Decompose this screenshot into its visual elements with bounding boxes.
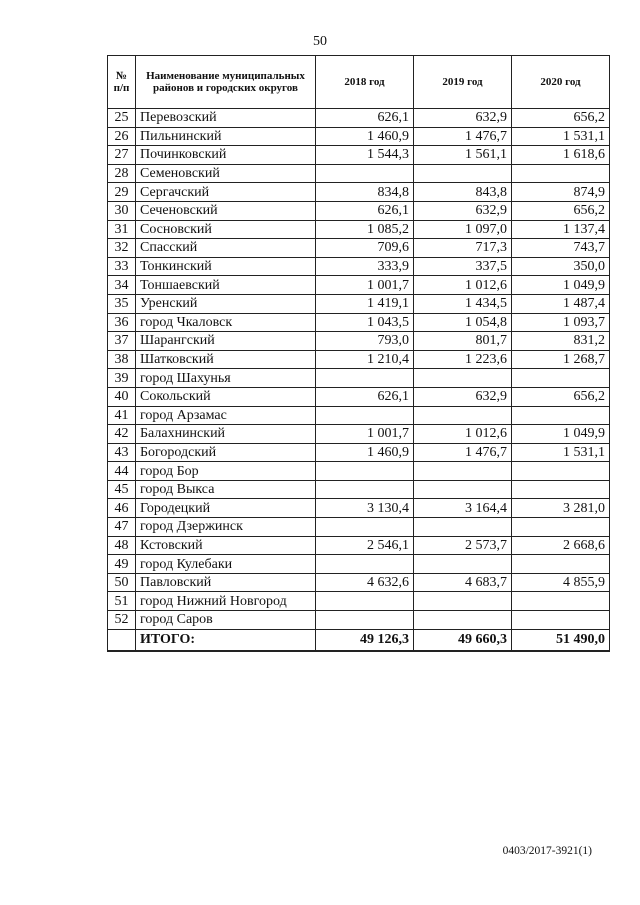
row-value-2018: 1 544,3 xyxy=(316,146,414,165)
row-number: 44 xyxy=(108,462,136,481)
row-value-2019 xyxy=(414,462,512,481)
row-value-2019: 1 434,5 xyxy=(414,294,512,313)
row-value-2020 xyxy=(512,462,610,481)
row-value-2020 xyxy=(512,592,610,611)
row-value-2019: 1 476,7 xyxy=(414,443,512,462)
row-number: 38 xyxy=(108,350,136,369)
row-name: Спасский xyxy=(136,239,316,258)
row-name: город Саров xyxy=(136,611,316,630)
row-value-2018 xyxy=(316,406,414,425)
row-value-2019: 2 573,7 xyxy=(414,536,512,555)
table-row xyxy=(108,201,610,220)
table-row xyxy=(108,183,610,202)
table-row xyxy=(108,332,610,351)
row-name: город Нижний Новгород xyxy=(136,592,316,611)
row-value-2018: 1 210,4 xyxy=(316,350,414,369)
row-name: Семеновский xyxy=(136,164,316,183)
row-name: Сокольский xyxy=(136,387,316,406)
row-value-2020: 874,9 xyxy=(512,183,610,202)
row-value-2018 xyxy=(316,555,414,574)
row-name: Шатковский xyxy=(136,350,316,369)
total-2019: 49 660,3 xyxy=(414,629,512,651)
row-number: 27 xyxy=(108,146,136,165)
row-name: город Выкса xyxy=(136,480,316,499)
row-value-2020: 3 281,0 xyxy=(512,499,610,518)
document-code: 0403/2017-3921(1) xyxy=(502,845,592,857)
table-row xyxy=(108,462,610,481)
table-row xyxy=(108,536,610,555)
row-value-2020: 1 531,1 xyxy=(512,127,610,146)
row-value-2018 xyxy=(316,611,414,630)
row-value-2020 xyxy=(512,164,610,183)
table-row xyxy=(108,239,610,258)
header-number: № п/п xyxy=(108,56,136,109)
row-number: 43 xyxy=(108,443,136,462)
row-value-2018: 626,1 xyxy=(316,387,414,406)
row-name: Починковский xyxy=(136,146,316,165)
table-row xyxy=(108,109,610,128)
row-value-2018: 1 043,5 xyxy=(316,313,414,332)
table-row xyxy=(108,387,610,406)
table-row xyxy=(108,294,610,313)
table-row xyxy=(108,518,610,537)
row-name: Пильнинский xyxy=(136,127,316,146)
row-number: 46 xyxy=(108,499,136,518)
row-value-2018 xyxy=(316,592,414,611)
row-name: Балахнинский xyxy=(136,425,316,444)
row-value-2020: 1 049,9 xyxy=(512,276,610,295)
row-number: 31 xyxy=(108,220,136,239)
total-label: ИТОГО: xyxy=(136,629,316,651)
total-2020: 51 490,0 xyxy=(512,629,610,651)
row-number: 49 xyxy=(108,555,136,574)
row-value-2018: 2 546,1 xyxy=(316,536,414,555)
row-value-2019 xyxy=(414,480,512,499)
row-value-2018: 1 460,9 xyxy=(316,443,414,462)
data-table xyxy=(107,55,610,652)
table-row xyxy=(108,127,610,146)
row-number: 40 xyxy=(108,387,136,406)
row-number: 30 xyxy=(108,201,136,220)
row-name: Богородский xyxy=(136,443,316,462)
row-value-2020: 1 268,7 xyxy=(512,350,610,369)
row-name: Перевозский xyxy=(136,109,316,128)
table-row xyxy=(108,592,610,611)
table-row xyxy=(108,164,610,183)
table-header-row xyxy=(108,56,610,109)
table-row xyxy=(108,443,610,462)
row-value-2018: 626,1 xyxy=(316,109,414,128)
row-name: Павловский xyxy=(136,573,316,592)
row-name: город Кулебаки xyxy=(136,555,316,574)
row-value-2019 xyxy=(414,518,512,537)
row-number: 32 xyxy=(108,239,136,258)
row-value-2020: 743,7 xyxy=(512,239,610,258)
row-value-2019: 4 683,7 xyxy=(414,573,512,592)
row-value-2020: 1 093,7 xyxy=(512,313,610,332)
row-value-2020: 831,2 xyxy=(512,332,610,351)
row-value-2018: 1 001,7 xyxy=(316,425,414,444)
row-value-2018: 1 460,9 xyxy=(316,127,414,146)
row-number: 45 xyxy=(108,480,136,499)
row-number: 48 xyxy=(108,536,136,555)
row-name: Сеченовский xyxy=(136,201,316,220)
row-number: 37 xyxy=(108,332,136,351)
table-row xyxy=(108,146,610,165)
row-value-2020 xyxy=(512,611,610,630)
table-row xyxy=(108,611,610,630)
row-name: город Арзамас xyxy=(136,406,316,425)
row-number: 34 xyxy=(108,276,136,295)
row-value-2019 xyxy=(414,369,512,388)
row-value-2019 xyxy=(414,406,512,425)
row-value-2019: 717,3 xyxy=(414,239,512,258)
row-value-2020: 656,2 xyxy=(512,387,610,406)
row-value-2020 xyxy=(512,518,610,537)
row-value-2018: 1 419,1 xyxy=(316,294,414,313)
row-name: Уренский xyxy=(136,294,316,313)
row-value-2020: 1 487,4 xyxy=(512,294,610,313)
header-2019: 2019 год xyxy=(414,56,512,109)
row-value-2020: 656,2 xyxy=(512,109,610,128)
table-row xyxy=(108,480,610,499)
row-value-2019: 1 561,1 xyxy=(414,146,512,165)
row-name: Тоншаевский xyxy=(136,276,316,295)
row-value-2020 xyxy=(512,406,610,425)
row-value-2020: 1 531,1 xyxy=(512,443,610,462)
row-value-2019: 1 097,0 xyxy=(414,220,512,239)
row-number: 35 xyxy=(108,294,136,313)
row-number: 28 xyxy=(108,164,136,183)
row-number: 29 xyxy=(108,183,136,202)
total-row xyxy=(108,629,610,651)
row-value-2019: 632,9 xyxy=(414,387,512,406)
header-2020: 2020 год xyxy=(512,56,610,109)
row-number: 39 xyxy=(108,369,136,388)
row-value-2019: 3 164,4 xyxy=(414,499,512,518)
row-value-2018 xyxy=(316,164,414,183)
table-body xyxy=(108,109,610,630)
row-name: Сосновский xyxy=(136,220,316,239)
row-number: 51 xyxy=(108,592,136,611)
row-value-2018: 333,9 xyxy=(316,257,414,276)
table-row xyxy=(108,257,610,276)
row-value-2019: 632,9 xyxy=(414,201,512,220)
row-number: 33 xyxy=(108,257,136,276)
row-name: город Шахунья xyxy=(136,369,316,388)
row-value-2019: 1 054,8 xyxy=(414,313,512,332)
header-2018: 2018 год xyxy=(316,56,414,109)
row-number: 25 xyxy=(108,109,136,128)
row-value-2019: 632,9 xyxy=(414,109,512,128)
row-name: Тонкинский xyxy=(136,257,316,276)
row-value-2019 xyxy=(414,164,512,183)
row-number: 50 xyxy=(108,573,136,592)
table-row xyxy=(108,555,610,574)
row-value-2018 xyxy=(316,369,414,388)
row-value-2019: 1 476,7 xyxy=(414,127,512,146)
row-name: город Чкаловск xyxy=(136,313,316,332)
row-name: Сергачский xyxy=(136,183,316,202)
total-2018: 49 126,3 xyxy=(316,629,414,651)
row-number: 42 xyxy=(108,425,136,444)
row-value-2018: 709,6 xyxy=(316,239,414,258)
row-value-2020: 350,0 xyxy=(512,257,610,276)
row-name: Кстовский xyxy=(136,536,316,555)
row-value-2018: 626,1 xyxy=(316,201,414,220)
row-value-2018: 3 130,4 xyxy=(316,499,414,518)
table-row xyxy=(108,220,610,239)
row-value-2020: 1 049,9 xyxy=(512,425,610,444)
header-name: Наименование муниципальных районов и городских округов xyxy=(136,56,316,109)
row-value-2018: 1 085,2 xyxy=(316,220,414,239)
row-name: Городецкий xyxy=(136,499,316,518)
table-row xyxy=(108,499,610,518)
row-value-2020: 656,2 xyxy=(512,201,610,220)
row-value-2020 xyxy=(512,369,610,388)
row-value-2018 xyxy=(316,480,414,499)
row-value-2019: 1 012,6 xyxy=(414,425,512,444)
row-number: 47 xyxy=(108,518,136,537)
row-value-2020: 2 668,6 xyxy=(512,536,610,555)
row-value-2020: 1 137,4 xyxy=(512,220,610,239)
table-row xyxy=(108,369,610,388)
row-value-2020 xyxy=(512,555,610,574)
row-value-2018: 834,8 xyxy=(316,183,414,202)
row-value-2019: 801,7 xyxy=(414,332,512,351)
row-value-2020: 4 855,9 xyxy=(512,573,610,592)
row-number: 36 xyxy=(108,313,136,332)
row-number: 52 xyxy=(108,611,136,630)
table-row xyxy=(108,425,610,444)
row-value-2020 xyxy=(512,480,610,499)
row-value-2018: 4 632,6 xyxy=(316,573,414,592)
row-name: город Бор xyxy=(136,462,316,481)
row-value-2018: 1 001,7 xyxy=(316,276,414,295)
row-value-2018 xyxy=(316,462,414,481)
row-value-2019: 1 012,6 xyxy=(414,276,512,295)
row-value-2019: 337,5 xyxy=(414,257,512,276)
row-value-2019 xyxy=(414,611,512,630)
row-value-2018: 793,0 xyxy=(316,332,414,351)
table-row xyxy=(108,350,610,369)
table-row xyxy=(108,573,610,592)
row-value-2019 xyxy=(414,592,512,611)
row-value-2019 xyxy=(414,555,512,574)
row-value-2019: 843,8 xyxy=(414,183,512,202)
row-name: Шарангский xyxy=(136,332,316,351)
table-row xyxy=(108,313,610,332)
page-number: 50 xyxy=(313,34,327,49)
row-name: город Дзержинск xyxy=(136,518,316,537)
row-value-2019: 1 223,6 xyxy=(414,350,512,369)
table-row xyxy=(108,276,610,295)
row-value-2018 xyxy=(316,518,414,537)
row-value-2020: 1 618,6 xyxy=(512,146,610,165)
table-row xyxy=(108,406,610,425)
row-number: 26 xyxy=(108,127,136,146)
total-number-cell xyxy=(108,629,136,651)
row-number: 41 xyxy=(108,406,136,425)
